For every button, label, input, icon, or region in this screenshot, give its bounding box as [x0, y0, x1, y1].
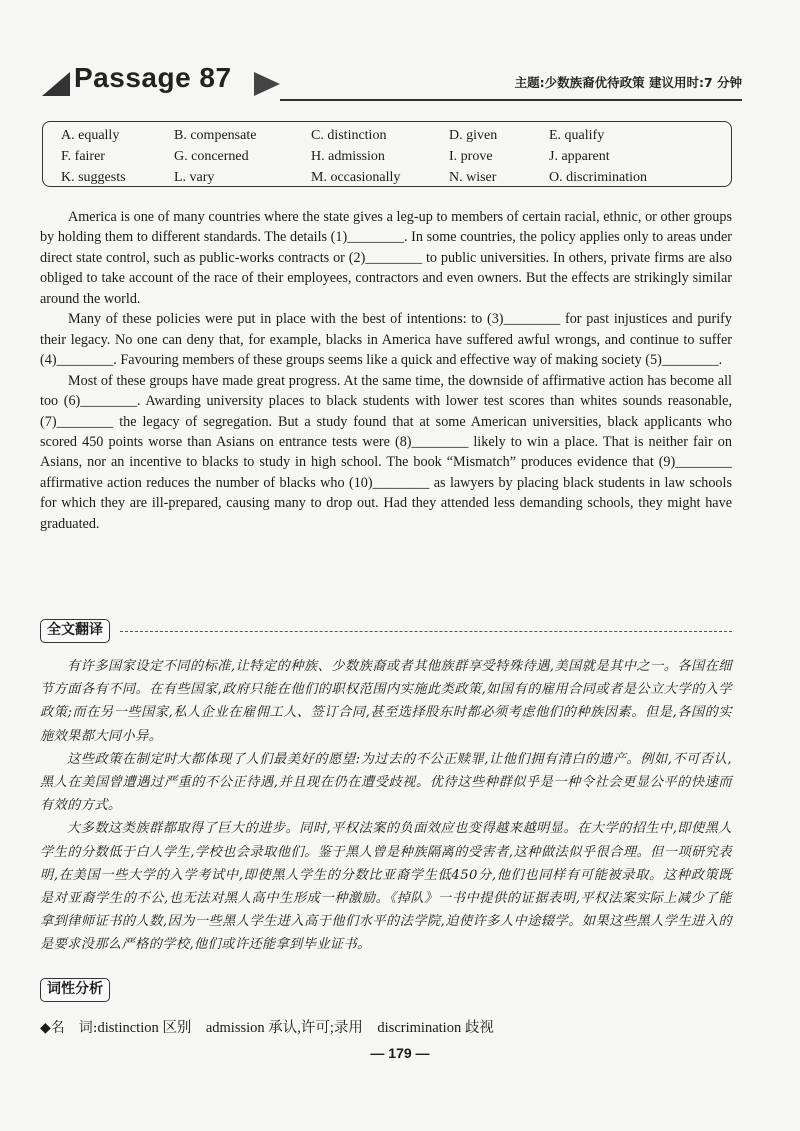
translation-paragraph: 大多数这类族群都取得了巨大的进步。同时,平权法案的负面效应也变得越来越明显。在大学的招生中,即使黑人学生的分数低于白人学生,学校也会录取他们。鉴于黑人曾是种族隔离的受害者,这种做法似乎很合理。但一项研究表明,在美国一些大学的入学考试中,即使黑人学生的分数比亚裔学生低450分,他们也同样有可能被录取。这种政策既是对亚裔学生的不公,也无法对黑人高中生形成一种激励。《掉队》一书中提供的证据表明,平权法案实际上减少了能拿到律师证书的人数,因为一些黑人学生进入高于他们水平的法学院,迫使许多人中途辍学。如果这些黑人学生进入的是要求没那么严格的学校,他们或许还能拿到毕业证书。: [40, 821, 732, 953]
passage-header: [42, 62, 742, 104]
page-number: — 179 —: [370, 1045, 430, 1061]
passage-title: Passage 87: [74, 62, 232, 93]
chinese-translation: [40, 655, 732, 957]
translation-paragraph: 有许多国家设定不同的标准,让特定的种族、少数族裔或者其他族群享受特殊待遇,美国就是其中之一。各国在细节方面各有不同。在有些国家,政府只能在他们的职权范围内实施此类政策,如国有的雇用合同或者是公立大学的入学政策;而在另一些国家,私人企业在雇佣工人、签订合同,甚至选择股东时都必须考虑他们的种族因素。但是,各国的实施效果都大同小异。: [40, 659, 732, 744]
passage-paragraph: America is one of many countries where the state gives a leg-up to members of certain racial, ethnic, or other groups by holding them to different standards. The details (1)________. In some countries, the policy applies only to areas under direct state control, such as public-works contracts or (2)________ to public universities. In others, private firms are also obliged to take account of the race of their employees, contractors and even owners. But the effects are strikingly similar around the world.: [40, 209, 732, 307]
word-option: M. occasionally: [311, 169, 401, 185]
word-option: K. suggests: [61, 169, 126, 185]
english-passage: [40, 207, 732, 534]
bullet-icon: ◆: [40, 1020, 51, 1036]
left-triangle-ornament: [42, 72, 70, 96]
passage-paragraph: Most of these groups have made great progress. At the same time, the downside of affirmative action has become all too (6)________. Awarding university places to black students with lower test scores than whites sounds reasonable, (7)________ the legacy of segregation. But a study found that at some American universities, black applicants who scored 450 points worse than Asians on entrance tests were (8)________ likely to win a place. That is neither fair on Asians, nor an incentive to blacks to study in high school. The book “Mismatch” produces evidence that (9)________ affirmative action reduces the number of blacks who (10)________ as lawyers by placing black students in law schools for which they are ill-prepared, causing many to drop out. Had they attended less demanding schools, they might have graduated.: [40, 372, 732, 532]
word-option: B. compensate: [174, 127, 257, 143]
word-option: C. distinction: [311, 127, 387, 143]
passage-paragraph: Many of these policies were put in place with the best of intentions: to (3)________ for past injustices and purify their legacy. No one can deny that, for example, blacks in America have suffered awful wrongs, and continue to suffer (4)________. Favouring members of these groups seems like a quick and effective way of making society (5)________.: [40, 311, 732, 369]
word-bank-row: [61, 146, 731, 167]
pos-entries: distinction 区别 admission 承认,许可;录用 discrimination 歧视: [97, 1020, 494, 1036]
word-option: J. apparent: [549, 148, 610, 164]
word-bank-row: [61, 125, 731, 146]
word-option: A. equally: [61, 127, 120, 143]
word-option: G. concerned: [174, 148, 249, 164]
analysis-section-label: 词性分析: [40, 978, 110, 1002]
word-option: N. wiser: [449, 169, 497, 185]
translation-dashed-rule: [120, 631, 732, 632]
word-bank: [42, 121, 732, 187]
word-option: H. admission: [311, 148, 385, 164]
topic-and-time: 主题:少数族裔优待政策 建议用时:7 分钟: [514, 75, 742, 90]
part-of-speech-line: [40, 1016, 494, 1037]
right-triangle-ornament: [254, 72, 280, 96]
word-option: L. vary: [174, 169, 215, 185]
word-bank-row: [61, 167, 731, 188]
translation-paragraph: 这些政策在制定时大都体现了人们最美好的愿望:为过去的不公正赎罪,让他们拥有清白的遗产。例如,不可否认,黑人在美国曾遭遇过严重的不公正待遇,并且现在仍在遭受歧视。优待这些种群似乎是一种令社会更显公平的快速而有效的方式。: [40, 751, 732, 814]
word-option: E. qualify: [549, 127, 605, 143]
header-rule: [280, 99, 742, 101]
pos-label: 名 词:: [50, 1020, 98, 1036]
word-option: F. fairer: [61, 148, 105, 164]
word-option: D. given: [449, 127, 498, 143]
translation-section-label: 全文翻译: [40, 619, 110, 643]
word-option: I. prove: [449, 148, 493, 164]
word-option: O. discrimination: [549, 169, 647, 185]
